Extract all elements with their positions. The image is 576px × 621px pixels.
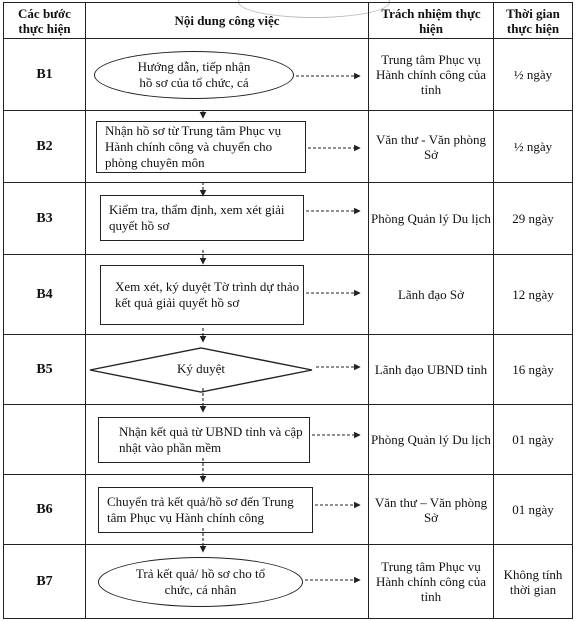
step-label: B3 (4, 183, 86, 255)
responsibility-cell: Phòng Quản lý Du lịch (369, 183, 494, 255)
process-box (98, 417, 310, 463)
step-label: B2 (4, 111, 86, 183)
responsibility-cell: Văn thư – Văn phòng Sở (369, 475, 494, 545)
table-row (4, 335, 573, 405)
time-cell: 29 ngày (494, 183, 573, 255)
time-cell: 16 ngày (494, 335, 573, 405)
responsibility-cell: Trung tâm Phục vụ Hành chính công của tỉnh (369, 545, 494, 619)
process-box (96, 121, 306, 173)
flow-step-text: Trả kết quả/ hồ sơ cho tổ chức, cá nhân (135, 566, 266, 597)
step-label: B1 (4, 39, 86, 111)
responsibility-cell: Trung tâm Phục vụ Hành chính công của tỉnh (369, 39, 494, 111)
table-row (4, 545, 573, 619)
procedure-table (3, 2, 573, 619)
time-cell: Không tính thời gian (494, 545, 573, 619)
header-content: Nội dung công việc (86, 3, 369, 39)
header-row (4, 3, 573, 39)
responsibility-cell: Lãnh đạo UBND tỉnh (369, 335, 494, 405)
time-cell: 12 ngày (494, 255, 573, 335)
flow-cell (86, 335, 369, 405)
start-ellipse (94, 51, 294, 99)
process-box (100, 265, 304, 325)
table-row (4, 475, 573, 545)
step-label: B4 (4, 255, 86, 335)
table-row (4, 111, 573, 183)
responsibility-cell: Lãnh đạo Sở (369, 255, 494, 335)
time-cell: ½ ngày (494, 39, 573, 111)
flow-cell (86, 475, 369, 545)
flow-cell (86, 39, 369, 111)
step-label: B6 (4, 475, 86, 545)
table-row (4, 405, 573, 475)
flow-cell (86, 255, 369, 335)
flow-step-text: Nhận kết quả từ UBND tỉnh và cập nhật vào phần mềm (119, 424, 303, 455)
flow-cell (86, 545, 369, 619)
process-box (100, 195, 304, 241)
flow-step-text: Nhận hồ sơ từ Trung tâm Phục vụ Hành chính công và chuyển cho phòng chuyên môn (105, 123, 282, 170)
flow-step-text: Chuyển trả kết quả/hồ sơ đến Trung tâm Phục vụ Hành chính công (107, 494, 294, 525)
flow-step-text: Hướng dẫn, tiếp nhận hồ sơ của tổ chức, cá (137, 59, 251, 90)
header-steps: Các bước thực hiện (4, 3, 86, 39)
process-box (98, 487, 313, 533)
step-label: B7 (4, 545, 86, 619)
step-label (4, 405, 86, 475)
end-ellipse (98, 557, 303, 607)
flow-cell (86, 183, 369, 255)
flow-step-text: Ký duyệt (176, 361, 226, 376)
time-cell: 01 ngày (494, 405, 573, 475)
responsibility-cell: Phòng Quản lý Du lịch (369, 405, 494, 475)
flow-step-text: Xem xét, ký duyệt Tờ trình dự thảo kết quả giải quyết hồ sơ (115, 279, 300, 310)
time-cell: 01 ngày (494, 475, 573, 545)
flow-cell (86, 405, 369, 475)
table-row (4, 255, 573, 335)
table-row (4, 183, 573, 255)
step-label: B5 (4, 335, 86, 405)
flow-cell (86, 111, 369, 183)
table-row (4, 39, 573, 111)
time-cell: ½ ngày (494, 111, 573, 183)
responsibility-cell: Văn thư - Văn phòng Sở (369, 111, 494, 183)
flow-step-text: Kiểm tra, thẩm định, xem xét giải quyết hồ sơ (109, 202, 285, 233)
header-time: Thời gian thực hiện (494, 3, 573, 39)
header-responsibility: Trách nhiệm thực hiện (369, 3, 494, 39)
